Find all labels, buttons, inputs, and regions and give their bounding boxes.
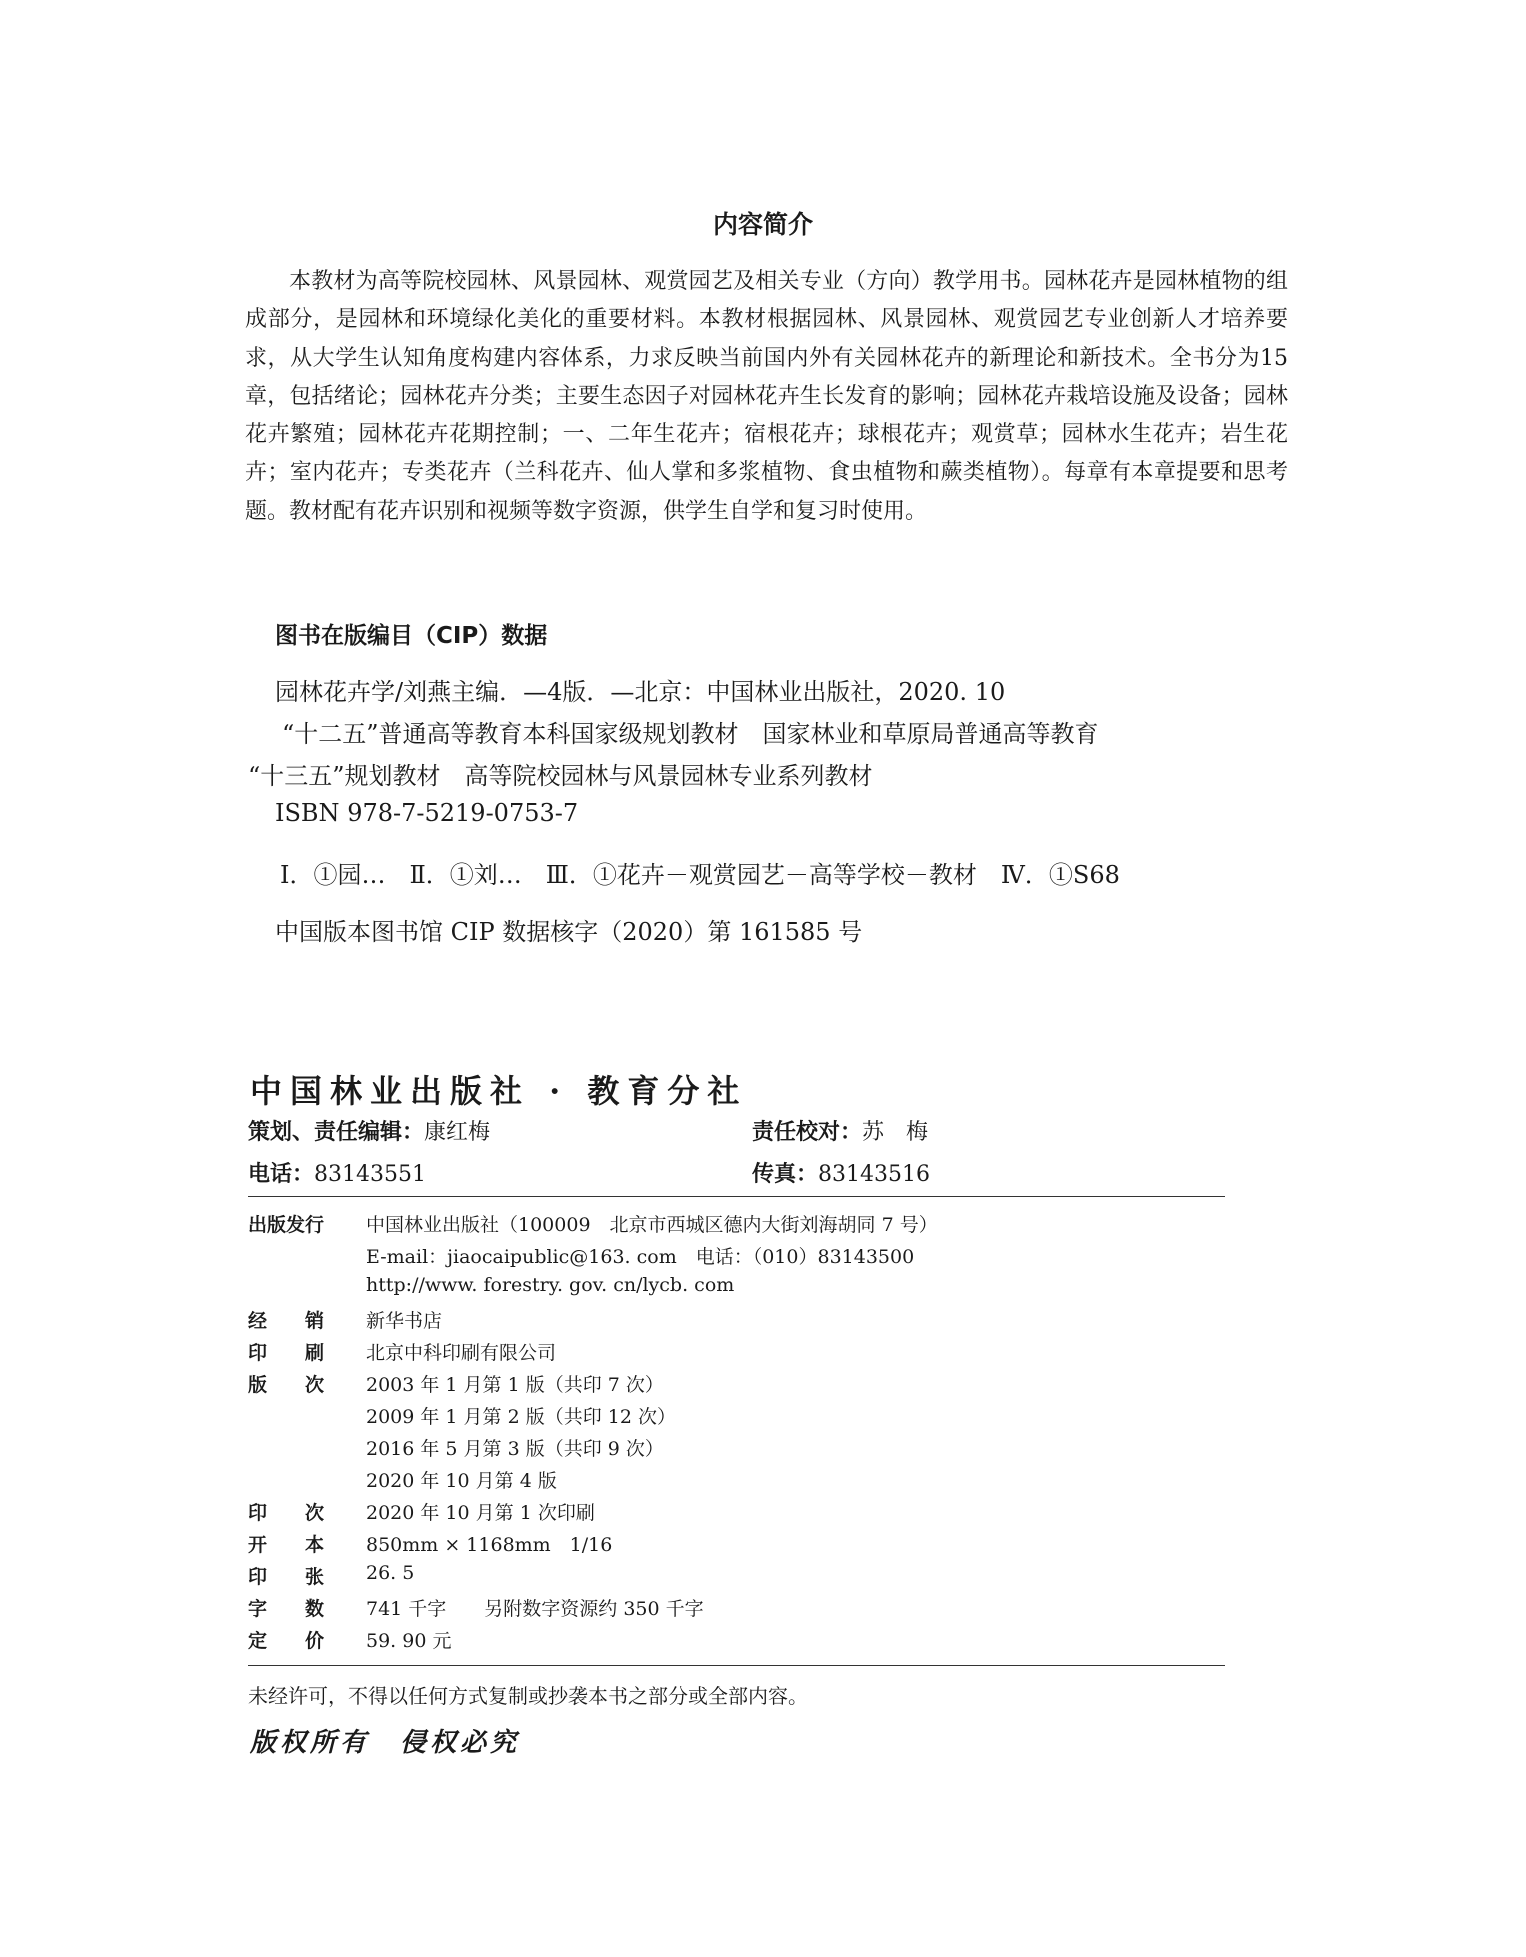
cip-classification: Ⅰ．①园… Ⅱ．①刘… Ⅲ．①花卉－观赏园艺－高等学校－教材 Ⅳ．①S68 (280, 861, 1120, 889)
print-value: 北京中科印刷有限公司 (366, 1342, 557, 1364)
proof-value: 苏 梅 (862, 1120, 929, 1145)
cip-series-line-2: “十三五”规划教材 高等院校园林与风景园林专业系列教材 (248, 762, 873, 790)
editor-value: 康红梅 (424, 1120, 491, 1145)
phone-value: 83143551 (314, 1162, 426, 1187)
publish-contact: E-mail：jiaocaipublic@163. com 电话：（010）83143500 (366, 1246, 915, 1268)
impression-label: 印 次 (248, 1502, 325, 1524)
words-label: 字 数 (248, 1598, 325, 1620)
dist-value: 新华书店 (366, 1310, 443, 1332)
cip-verify-number: 中国版本图书馆 CIP 数据核字（2020）第 161585 号 (275, 918, 863, 946)
sheets-value: 26. 5 (366, 1562, 415, 1584)
price-label: 定 价 (248, 1630, 325, 1652)
impression-value: 2020 年 10 月第 1 次印刷 (366, 1502, 595, 1524)
intro-title: 内容简介 (712, 210, 813, 239)
proof-label: 责任校对： (752, 1120, 863, 1145)
edition-4: 2020 年 10 月第 4 版 (366, 1470, 557, 1492)
publish-website: http://www. forestry. gov. cn/lycb. com (366, 1274, 735, 1296)
fax-value: 83143516 (818, 1162, 930, 1187)
intro-body: 本教材为高等院校园林、风景园林、观赏园艺及相关专业（方向）教学用书。园林花卉是园林植物的组成部分，是园林和环境绿化美化的重要材料。本教材根据园林、风景园林、观赏园艺专业创新人才培养要求，从大学生认知角度构建内容体系，力求反映当前国内外有关园林花卉的新理论和新技术。全书分为15章，包括绪论；园林花卉分类；主要生态因子对园林花卉生长发育的影响；园林花卉栽培设施及设备；园林花卉繁殖；园林花卉花期控制；一、二年生花卉；宿根花卉；球根花卉；观赏草；园林水生花卉；岩生花卉；室内花卉；专类花卉（兰科花卉、仙人掌和多浆植物、食虫植物和蕨类植物）。每章有本章提要和思考题。教材配有花卉识别和视频等数字资源，供学生自学和复习时使用。 (245, 269, 1288, 524)
edition-3: 2016 年 5 月第 3 版（共印 9 次） (366, 1438, 664, 1460)
divider-bottom (248, 1665, 1225, 1666)
fax-credit (752, 1157, 930, 1188)
divider-top (248, 1196, 1225, 1197)
price-value: 59. 90 元 (366, 1630, 452, 1652)
print-label: 印 刷 (248, 1342, 325, 1364)
copy-notice: 未经许可，不得以任何方式复制或抄袭本书之部分或全部内容。 (248, 1684, 808, 1708)
dist-label: 经 销 (248, 1310, 325, 1332)
edition-2: 2009 年 1 月第 2 版（共印 12 次） (366, 1406, 676, 1428)
publish-address: 中国林业出版社（100009 北京市西城区德内大街刘海胡同 7 号） (366, 1214, 938, 1236)
cip-title: 图书在版编目（CIP）数据 (275, 623, 548, 649)
proofreader-credit (752, 1115, 928, 1146)
format-label: 开 本 (248, 1534, 325, 1556)
words-value: 741 千字 另附数字资源约 350 千字 (366, 1598, 704, 1620)
sheets-label: 印 张 (248, 1566, 325, 1588)
publisher-name: 中国林业出版社 · 教育分社 (250, 1072, 748, 1110)
cip-series-line-1: “十二五”普通高等教育本科国家级规划教材 国家林业和草原局普通高等教育 (282, 720, 1099, 748)
rights-statement: 版权所有 侵权必究 (250, 1728, 521, 1758)
editor-label: 策划、责任编辑： (248, 1120, 425, 1145)
phone-credit (248, 1157, 426, 1188)
editor-credit (248, 1115, 490, 1146)
fax-label: 传真： (752, 1162, 819, 1187)
edition-label: 版 次 (248, 1374, 325, 1396)
cip-book-line: 园林花卉学/刘燕主编．—4版．—北京：中国林业出版社，2020. 10 (275, 678, 1006, 706)
cip-isbn: ISBN 978-7-5219-0753-7 (275, 799, 579, 827)
phone-label: 电话： (248, 1162, 315, 1187)
publish-label: 出版发行 (248, 1214, 325, 1236)
edition-1: 2003 年 1 月第 1 版（共印 7 次） (366, 1374, 664, 1396)
format-value: 850mm × 1168mm 1/16 (366, 1534, 613, 1556)
